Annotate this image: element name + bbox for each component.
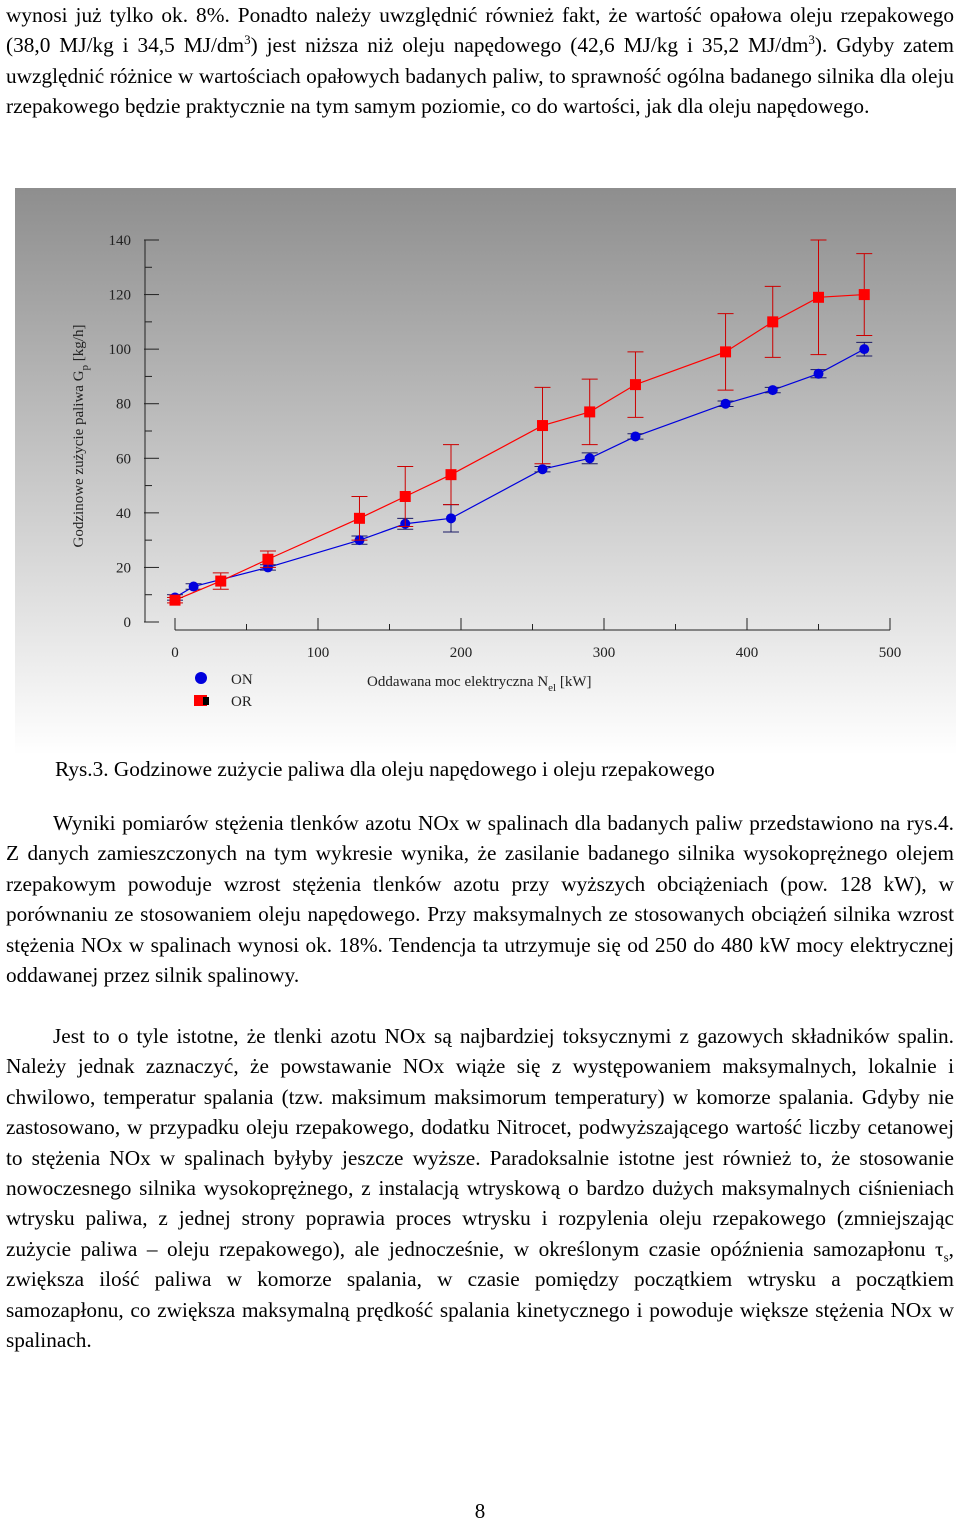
data-point-on (585, 453, 595, 463)
y-tick-label: 80 (116, 396, 131, 413)
y-axis-label: Godzinowe zużycie paliwa $G_p$ [kg/h] (71, 324, 91, 548)
paragraph-intro: wynosi już tylko ok. 8%. Ponadto należy uwzględnić również fakt, że wartość opałowa oleju rzepakowego (38,0 MJ/kg i 34,5 $MJ/dm^3$) jest niższa niż oleju napędowego (42,6 MJ/kg i 35,2 $MJ/dm^3$). Gdyby zatem uwzględnić różnice w wartościach opałowych badanych paliw, to sprawność ogólna badanego silnika dla oleju rzepakowego będzie praktycznie na tym samym poziomie, co do wartości, jak dla oleju napędowego. (6, 3, 954, 119)
figure-caption: Rys.3. Godzinowe zużycie paliwa dla oleju napędowego i oleju rzepakowego (55, 757, 715, 781)
data-point-on (538, 464, 548, 474)
x-axis-label: Oddawana moc elektryczna $N_{el}$ [kW] (367, 674, 592, 694)
data-point-or (720, 346, 731, 357)
y-tick-label: 120 (108, 287, 131, 304)
data-point-or (354, 513, 365, 524)
legend-marker-or-shadow (203, 697, 209, 705)
data-point-on (446, 513, 456, 523)
data-point-on (768, 385, 778, 395)
data-point-or (215, 576, 226, 587)
data-point-on (859, 344, 869, 354)
data-point-or (767, 316, 778, 327)
y-tick-label: 0 (123, 615, 131, 631)
paragraph-nox-results: Wyniki pomiarów stężenia tlenków azotu NOx w spalinach dla badanych paliw przedstawiono na rys.4. Z danych zamieszczonych na tym wykresie wynika, że zasilanie badanego silnika wysokoprężnego olejem rzepakowym powoduje wzrost stężenia tlenków azotu przy wyższych obciążeniach (pow. 128 kW), w porównaniu ze stosowaniem oleju napędowego. Przy maksymalnych ze stosowanych obciążeń silnika wzrost stężenia NOx w spalinach wynosi ok. 18%. Tendencja ta utrzymuje się od 250 do 480 kW mocy elektrycznej oddawanej przez silnik spalinowy. (6, 811, 954, 988)
y-tick-label: 20 (116, 560, 131, 577)
x-tick-label: 400 (735, 645, 759, 661)
data-point-on (630, 431, 640, 441)
legend-marker-on (195, 672, 207, 684)
x-tick-label: 500 (878, 645, 902, 661)
y-tick-label: 60 (116, 451, 131, 468)
data-point-or (400, 491, 411, 502)
page-number: 8 (474, 1499, 486, 1523)
data-point-on (189, 582, 199, 592)
legend-label-or: OR (231, 694, 252, 710)
x-tick-label: 100 (306, 645, 330, 661)
data-point-or (445, 469, 456, 480)
y-tick-label: 40 (116, 505, 131, 522)
data-point-on (721, 399, 731, 409)
chart-background (15, 188, 956, 755)
x-tick-label: 200 (449, 645, 473, 661)
legend-label-on: ON (231, 672, 253, 688)
paragraph-nox-discussion: Jest to o tyle istotne, że tlenki azotu NOx są najbardziej toksycznymi z gazowych składników spalin. Należy jednak zaznaczyć, że powstawanie NOx wiąże się z występowaniem maksymalnych, lokalnie i chwilowo, temperatur spalania (tzw. maksimum maksimorum temperatury) w komorze spalania. Gdyby nie zastosowano, w przypadku oleju rzepakowego, dodatku Nitrocet, podwyższającego wartość liczby cetanowej to stężenia NOx w spalinach byłyby jeszcze wyższe. Paradoksalnie istotne jest również to, że stosowanie nowoczesnego silnika wysokoprężnego, z instalacją wtryskową o bardzo dużych maksymalnych ciśnieniach wtrysku paliwa, z jednej strony poprawia proces wtrysku i rozpylenia oleju rzepakowego (zmniejszając zużycie paliwa – oleju rzepakowego), ale jednocześnie, w określonym czasie opóźnienia samozapłonu $\tau_s$, zwiększa ilość paliwa w komorze spalania, w czasie pomiędzy początkiem wtrysku a początkiem samozapłonu, co zwiększa maksymalną prędkość spalania kinetycznego i powoduje większe stężenia NOx w spalinach. (6, 1024, 954, 1353)
data-point-or (262, 554, 273, 565)
data-point-on (814, 369, 824, 379)
data-point-or (859, 289, 870, 300)
data-point-or (537, 420, 548, 431)
data-point-or (630, 379, 641, 390)
fuel-consumption-chart (15, 188, 956, 755)
y-tick-label: 100 (108, 342, 131, 359)
x-tick-label: 300 (592, 645, 616, 661)
x-tick-label: 0 (171, 645, 179, 661)
data-point-or (584, 406, 595, 417)
data-point-or (813, 292, 824, 303)
data-point-or (170, 595, 181, 606)
y-tick-label: 140 (108, 233, 131, 249)
